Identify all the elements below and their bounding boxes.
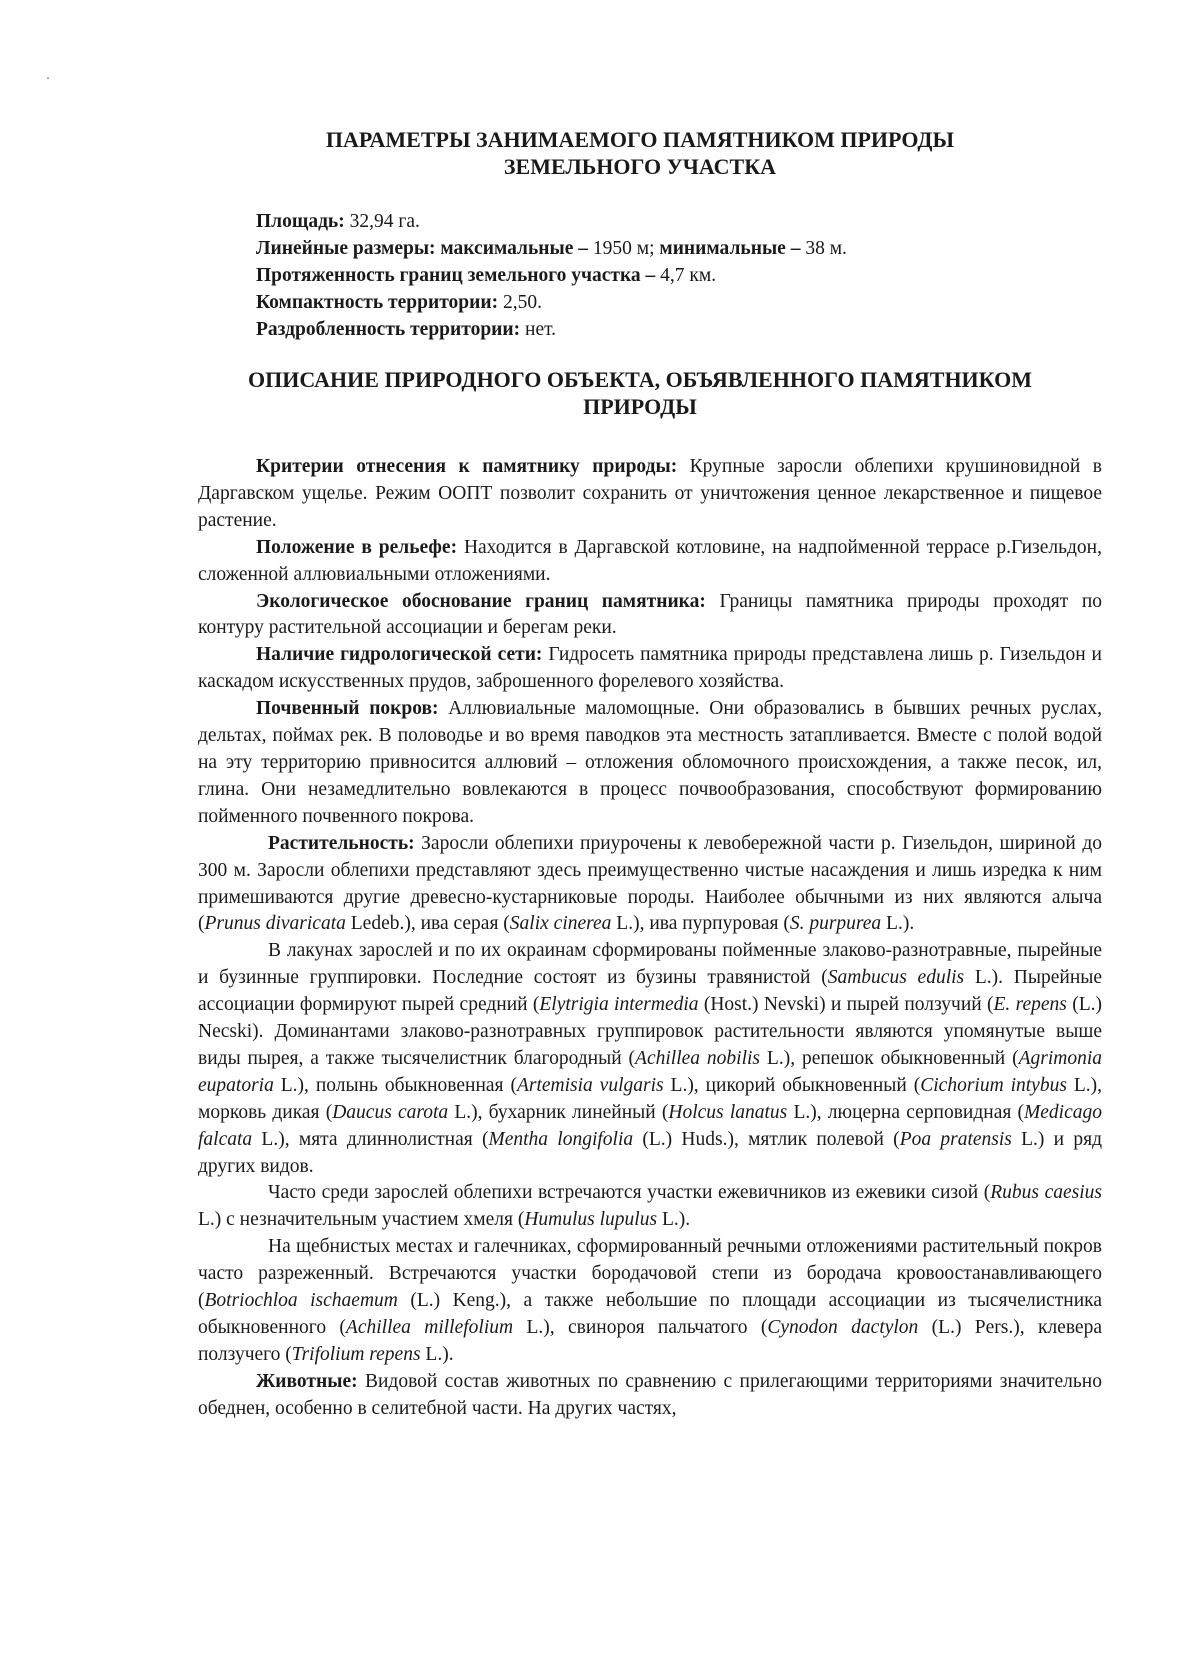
species-name: Cichorium intybus — [920, 1074, 1067, 1096]
animals-label: Животные: — [256, 1370, 358, 1392]
border-value: 4,7 км. — [660, 265, 717, 286]
text-run: Часто среди зарослей облепихи встречаются участки ежевичников из ежевики сизой ( — [268, 1182, 991, 1204]
species-name: Achillea millefolium — [345, 1317, 514, 1338]
text-run: L.), свинороя пальчатого ( — [513, 1317, 768, 1338]
species-name: Daucus carota — [332, 1101, 449, 1123]
species-name: Sambucus edulis — [827, 967, 965, 989]
hydro-text: Гидросеть памятника природы представлена лишь р. Гизельдон и каскадом искусственных прудов, заброшенного форелевого хозяйства. — [198, 644, 1102, 693]
compact-value: 2,50. — [498, 292, 542, 313]
species-name: Poa pratensis — [899, 1128, 1012, 1150]
area-value: 32,94 га. — [344, 211, 420, 232]
area-row — [256, 208, 847, 235]
linear-min-value: 38 м. — [805, 238, 847, 259]
params-heading — [190, 126, 1090, 180]
species-name: S. purpurea — [789, 913, 882, 935]
border-label: Протяженность границ земельного участка – — [256, 265, 661, 286]
ecology-label: Экологическое обоснование границ памятника: — [256, 590, 706, 612]
hydro-label: Наличие гидрологической сети: — [256, 644, 543, 666]
text-run: (Host.) Nevski) и пырей ползучий ( — [698, 994, 994, 1016]
compact-label: Компактность территории: — [256, 292, 499, 313]
text-run: L.). — [657, 1209, 691, 1231]
params-list — [256, 208, 847, 343]
text-run: (L.) Keng.), а также небольшие по площади ассоциации из тысячелистника обыкновенного ( — [198, 1290, 1102, 1338]
text-run: L.), морковь дикая ( — [198, 1074, 1102, 1123]
criteria-paragraph — [198, 454, 1102, 535]
relief-paragraph — [198, 535, 1102, 589]
text-run: (L.) Pers.), клевера ползучего ( — [198, 1317, 1102, 1365]
text-run: На щебнистых местах и галечниках, сформированный речными отложениями растительный покров часто разреженный. Встречаются участки бородачовой степи из бородача кровоостанавливающего ( — [198, 1236, 1102, 1312]
text-run: Ledeb.), ива серая ( — [345, 913, 510, 935]
criteria-label: Критерии отнесения к памятнику природы: — [256, 456, 678, 477]
animals-text: Видовой состав животных по сравнению с прилегающими территориями значительно обеднен, особенно в селитебной части. На других частях, — [198, 1370, 1102, 1419]
species-name: Mentha longifolia — [488, 1128, 634, 1150]
description-body — [198, 454, 1102, 1423]
linear-max-value: 1950 м; — [592, 238, 660, 259]
text-run: L.), полынь обыкновенная ( — [273, 1074, 517, 1096]
species-name: Humulus lupulus — [524, 1209, 658, 1231]
linear-max-label: Линейные размеры: максимальные – — [256, 238, 593, 259]
linear-size-row — [256, 235, 847, 262]
species-name: Rubus caesius — [990, 1182, 1102, 1204]
ecology-text: Границы памятника природы проходят по контуру растительной ассоциации и берегам реки. — [198, 590, 1103, 639]
criteria-text: Крупные заросли облепихи крушиновидной в Даргавском ущелье. Режим ООПТ позволит сохранить от уничтожения ценное лекарственное и пищевое растение. — [198, 456, 1103, 531]
text-run: (L.) Necski). Доминантами злаково-разнотравных группировок растительности являются упомянутые выше виды пырея, а также тысячелистник благородный ( — [198, 994, 1102, 1069]
heading-line: ПАРАМЕТРЫ ЗАНИМАЕМОГО ПАМЯТНИКОМ ПРИРОДЫ — [325, 127, 955, 152]
linear-min-label: минимальные – — [659, 238, 806, 259]
species-name: Agrimonia eupatoria — [198, 1047, 1102, 1096]
soil-text: Аллювиальные маломощные. Они образовались в бывших речных руслах, дельтах, поймах рек. В половодье и во время паводков эта местность затапливается. Вместе с полой водой на эту территорию привносится аллювий – отложения обломочного происхождения, а также песок, ил, глина. Они незамедлительно вовлекаются в процесс почвообразования, способствуют формированию пойменного почвенного покрова. — [198, 698, 1102, 827]
fragment-label: Раздробленность территории: — [256, 319, 521, 340]
species-name: Botriochloa ischaemum — [204, 1290, 398, 1312]
text-run: (L.) Huds.), мятлик полевой ( — [633, 1128, 900, 1150]
species-name: E. repens — [993, 994, 1067, 1016]
ecology-paragraph — [198, 589, 1102, 643]
text-run: L.), цикорий обыкновенный ( — [663, 1074, 921, 1096]
species-name: Cynodon dactylon — [767, 1317, 919, 1338]
species-name: Holcus lanatus — [668, 1101, 788, 1123]
heading-line: ЗЕМЕЛЬНОГО УЧАСТКА — [503, 154, 777, 179]
text-run: L.) с незначительным участием хмеля ( — [198, 1209, 525, 1231]
text-run: L.). — [881, 913, 915, 935]
fragmentation-row — [256, 316, 847, 343]
text-run: Заросли облепихи приурочены к левобережной части р. Гизельдон, шириной до 300 м. Заросли облепихи представляют здесь преимущественно чистые насаждения и лишь изредка к ним примешиваются другие древесно-кустарниковые породы. Наиболее обычными из них являются алыча ( — [198, 832, 1102, 935]
heading-line: ОПИСАНИЕ ПРИРОДНОГО ОБЪЕКТА, ОБЪЯВЛЕННОГО ПАМЯТНИКОМ — [248, 367, 1032, 392]
text-run: L.) и ряд других видов. — [198, 1128, 1103, 1177]
relief-text: Находится в Даргавской котловине, на надпойменной террасе р.Гизельдон, сложенной аллювиальными отложениями. — [198, 536, 1102, 585]
species-name: Medicago falcata — [198, 1101, 1102, 1150]
text-run: В лакунах зарослей и по их окраинам сформированы пойменные злаково-разнотравные, пырейные и бузинные группировки. Последние состоят из бузины травянистой ( — [198, 940, 1102, 989]
text-run: L.), бухарник линейный ( — [448, 1101, 669, 1123]
description-heading — [190, 366, 1090, 420]
soil-label: Почвенный покров: — [256, 698, 439, 720]
species-name: Artemisia vulgaris — [516, 1074, 664, 1096]
text-run: L.), ива пурпуровая ( — [611, 913, 790, 935]
hydro-paragraph — [198, 642, 1102, 696]
species-name: Salix cinerea — [509, 913, 612, 935]
soil-paragraph — [198, 696, 1102, 831]
text-run: L.), люцерна серповидная ( — [787, 1101, 1025, 1123]
text-run: L.). — [420, 1343, 454, 1365]
text-run: L.), репешок обыкновенный ( — [760, 1047, 1019, 1069]
species-name: Trifolium repens — [291, 1343, 421, 1365]
scan-speck — [47, 77, 49, 79]
border-length-row — [256, 262, 847, 289]
heading-line: ПРИРОДЫ — [583, 394, 697, 419]
fragment-value: нет. — [520, 319, 557, 340]
text-run: L.). Пырейные ассоциации формируют пырей средний ( — [198, 967, 1103, 1016]
species-name: Elytrigia intermedia — [539, 994, 699, 1016]
gravel-paragraph — [198, 1234, 1102, 1369]
relief-label: Положение в рельефе: — [256, 536, 458, 558]
vegetation-paragraph — [198, 831, 1102, 939]
species-name: Achillea nobilis — [635, 1047, 761, 1069]
animals-paragraph — [198, 1369, 1102, 1423]
vegetation-label: Растительность: — [268, 832, 415, 854]
text-run: L.), мята длиннолистная ( — [252, 1128, 489, 1150]
bramble-paragraph — [198, 1180, 1102, 1234]
species-name: Prunus divaricata — [204, 913, 346, 935]
compactness-row — [256, 289, 847, 316]
area-label: Площадь: — [256, 211, 345, 232]
lacunae-paragraph — [198, 938, 1102, 1180]
